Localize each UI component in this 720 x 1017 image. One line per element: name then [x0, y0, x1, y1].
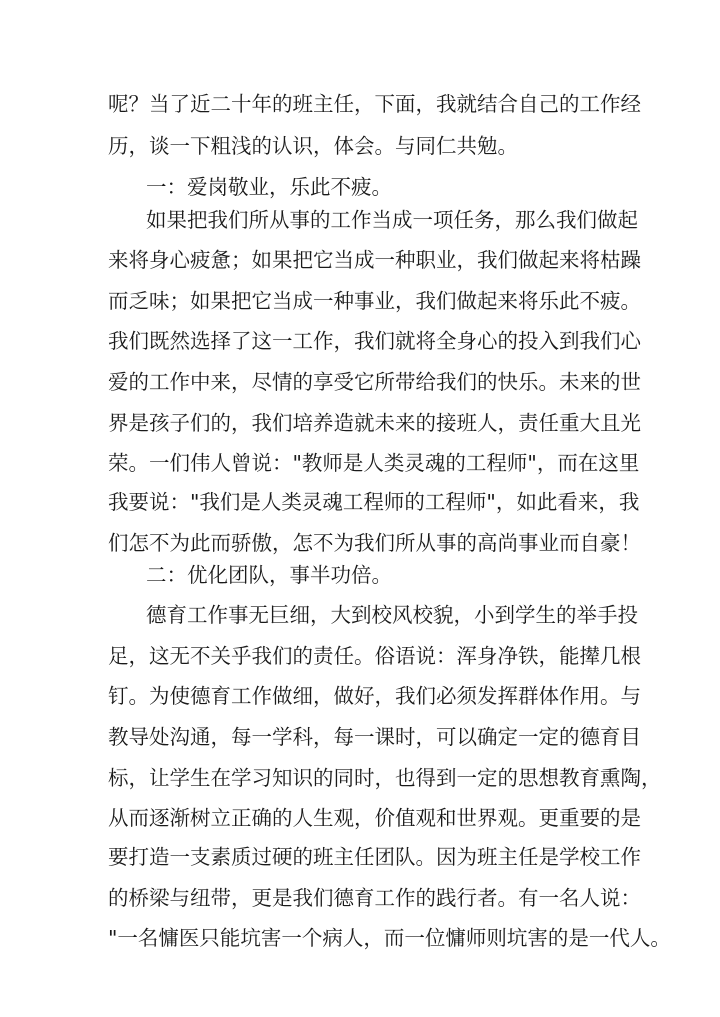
paragraph-line: 我要说："我们是人类灵魂工程师的工程师"，如此看来，我 [108, 490, 640, 514]
paragraph-line: 而乏味；如果把它当成一种事业，我们做起来将乐此不疲。 [108, 289, 641, 313]
paragraph-line: "一名慵医只能坑害一个病人，而一位慵师则坑害的是一代人。 [108, 926, 671, 950]
paragraph-line: 从而逐渐树立正确的人生观，价值观和世界观。更重要的是 [108, 806, 641, 830]
paragraph-line: 荣。一们伟人曾说："教师是人类灵魂的工程师"，而在这里 [108, 451, 640, 475]
paragraph-line: 要打造一支素质过硬的班主任团队。因为班主任是学校工作 [108, 845, 641, 869]
paragraph-line: 我们既然选择了这一工作，我们就将全身心的投入到我们心 [108, 329, 641, 353]
paragraph-line: 历，谈一下粗浅的认识，体会。与同仁共勉。 [108, 134, 518, 158]
paragraph-line: 教导处沟通，每一学科，每一课时，可以确定一定的德育目 [108, 725, 641, 749]
section-heading: 二：优化团队，事半功倍。 [146, 563, 392, 587]
paragraph-line: 界是孩子们的，我们培养造就未来的接班人，责任重大且光 [108, 411, 641, 435]
paragraph-line: 的桥梁与纽带，更是我们德育工作的践行者。有一名人说： [108, 886, 641, 910]
paragraph-line: 德育工作事无巨细，大到校风校貌，小到学生的举手投 [146, 603, 638, 627]
paragraph-line: 钉。为使德育工作做细，做好，我们必须发挥群体作用。与 [108, 684, 641, 708]
paragraph-line: 标，让学生在学习知识的同时，也得到一定的思想教育熏陶， [108, 766, 662, 790]
paragraph-line: 如果把我们所从事的工作当成一项任务，那么我们做起 [146, 208, 638, 232]
paragraph-line: 爱的工作中来，尽情的享受它所带给我们的快乐。未来的世 [108, 370, 641, 394]
paragraph-line: 来将身心疲惫；如果把它当成一种职业，我们做起来将枯躁 [108, 248, 641, 272]
paragraph-line: 呢？当了近二十年的班主任，下面，我就结合自己的工作经 [108, 92, 641, 116]
section-heading: 一：爱岗敬业，乐此不疲。 [146, 175, 392, 199]
paragraph-line: 足，这无不关乎我们的责任。俗语说：浑身净铁，能撵几根 [108, 644, 641, 668]
paragraph-line: 们怎不为此而骄傲，怎不为我们所从事的高尚事业而自豪！ [108, 531, 641, 555]
